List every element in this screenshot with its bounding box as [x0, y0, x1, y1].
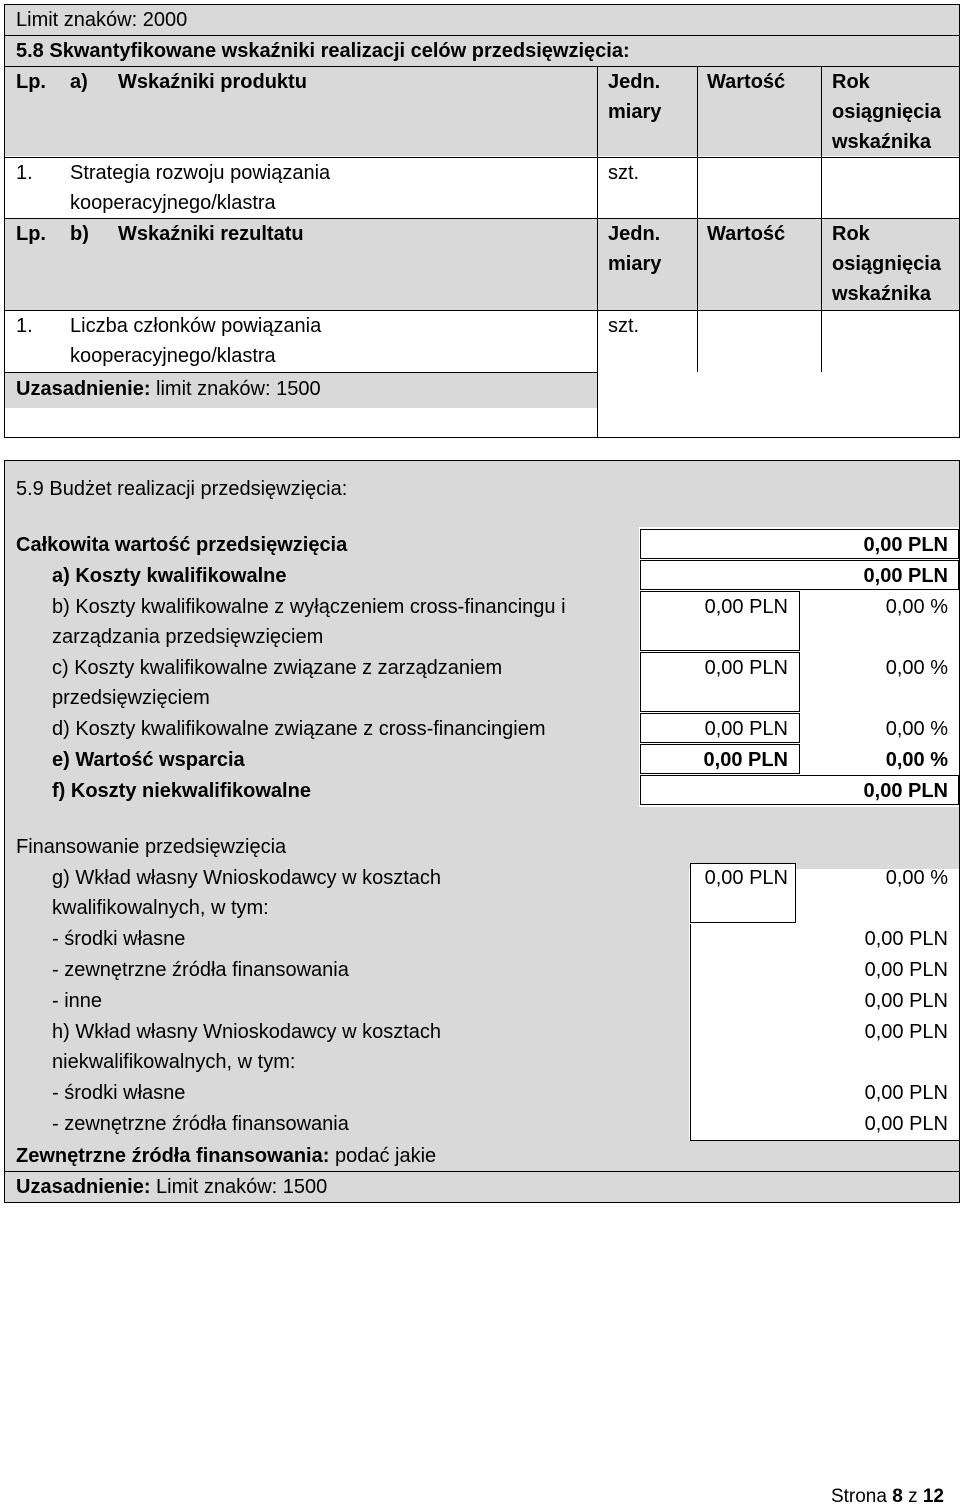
year-header: wskaźnika — [832, 131, 931, 153]
budget-justification — [16, 1172, 327, 1202]
product-letter: a) — [70, 71, 88, 93]
divider — [597, 372, 598, 438]
g2-label: - zewnętrzne źródła finansowania — [52, 959, 349, 981]
unit-header: miary — [608, 253, 662, 275]
external-sources — [16, 1141, 436, 1171]
result-value-field[interactable] — [699, 312, 819, 370]
page-number — [831, 1482, 944, 1512]
product-header: Wskaźniki produktu — [118, 71, 307, 93]
divider — [821, 66, 822, 372]
result-year-field[interactable] — [823, 312, 958, 370]
indicator-unit: szt. — [608, 162, 640, 184]
b-label: zarządzania przedsięwzięciem — [52, 626, 324, 648]
product-year-field[interactable] — [823, 159, 958, 217]
unit-header: Jedn. — [608, 223, 661, 245]
value-header: Wartość — [707, 223, 786, 245]
c-pct: 0,00 % — [885, 657, 948, 679]
e-label: e) Wartość wsparcia — [52, 749, 245, 771]
d-label: d) Koszty kwalifikowalne związane z cross-financingiem — [52, 718, 546, 740]
c-label: przedsięwzięciem — [52, 687, 210, 709]
total-value: 0,00 PLN — [863, 534, 948, 556]
justification-value: limit znaków: 1500 — [156, 378, 321, 400]
budget-justification-label: Uzasadnienie: — [16, 1176, 151, 1198]
justification — [16, 374, 321, 404]
h1-label: - środki własne — [52, 1082, 186, 1104]
f-label: f) Koszty niekwalifikowalne — [52, 780, 311, 802]
budget-justification-value: Limit znaków: 1500 — [156, 1176, 328, 1198]
e-value: 0,00 PLN — [703, 749, 788, 771]
g1-value: 0,00 PLN — [864, 928, 948, 950]
financing-title: Finansowanie przedsięwzięcia — [16, 836, 287, 858]
page-prefix: Strona — [830, 1486, 887, 1507]
row-lp: 1. — [16, 162, 33, 184]
total-label: Całkowita wartość przedsięwzięcia — [16, 534, 348, 556]
g-value: 0,00 PLN — [704, 867, 788, 889]
unit-header: miary — [608, 101, 662, 123]
h2-value: 0,00 PLN — [864, 1113, 948, 1135]
unit-header: Jedn. — [608, 71, 661, 93]
justification-field[interactable] — [6, 408, 596, 436]
divider — [597, 66, 598, 372]
indicator-unit: szt. — [608, 315, 640, 337]
indicator-name: kooperacyjnego/klastra — [70, 192, 276, 214]
page-of: z — [908, 1486, 918, 1507]
divider — [697, 66, 698, 372]
a-label: a) Koszty kwalifikowalne — [52, 565, 287, 587]
d-value: 0,00 PLN — [704, 718, 788, 740]
page-current: 8 — [892, 1486, 903, 1507]
b-pct: 0,00 % — [885, 596, 948, 618]
external-sources-value: podać jakie — [334, 1145, 437, 1167]
a-value: 0,00 PLN — [863, 565, 948, 587]
row-lp: 1. — [16, 315, 33, 337]
h2-label: - zewnętrzne źródła finansowania — [52, 1113, 349, 1135]
year-header: osiągnięcia — [832, 101, 941, 123]
e-pct: 0,00 % — [885, 749, 948, 771]
g3-label: - inne — [52, 990, 103, 1012]
h-value: 0,00 PLN — [864, 1021, 948, 1043]
g-label: g) Wkład własny Wnioskodawcy w kosztach — [52, 867, 442, 889]
g2-value: 0,00 PLN — [864, 959, 948, 981]
indicator-name: kooperacyjnego/klastra — [70, 345, 276, 367]
h1-value: 0,00 PLN — [864, 1082, 948, 1104]
g-label: kwalifikowalnych, w tym: — [52, 897, 269, 919]
value-header: Wartość — [707, 71, 786, 93]
section-title: 5.9 Budżet realizacji przedsięwzięcia: — [16, 478, 348, 500]
year-header: osiągnięcia — [832, 253, 941, 275]
result-letter: b) — [70, 223, 89, 245]
d-pct: 0,00 % — [885, 718, 948, 740]
year-header: Rok — [832, 71, 870, 93]
h-label: niekwalifikowalnych, w tym: — [52, 1051, 296, 1073]
b-value: 0,00 PLN — [704, 596, 788, 618]
b-label: b) Koszty kwalifikowalne z wyłączeniem cross-financingu i — [52, 596, 566, 618]
section-title: 5.8 Skwantyfikowane wskaźniki realizacji celów przedsięwzięcia: — [16, 40, 630, 62]
divider — [4, 372, 597, 373]
justification-label: Uzasadnienie: — [16, 378, 151, 400]
product-value-field[interactable] — [699, 159, 819, 217]
h-label: h) Wkład własny Wnioskodawcy w kosztach — [52, 1021, 442, 1043]
limit-label: Limit znaków: 2000 — [16, 9, 188, 31]
page-total: 12 — [922, 1486, 944, 1507]
g3-value: 0,00 PLN — [864, 990, 948, 1012]
c-value: 0,00 PLN — [704, 657, 788, 679]
result-header: Wskaźniki rezultatu — [118, 223, 304, 245]
f-value: 0,00 PLN — [863, 780, 948, 802]
indicator-name: Strategia rozwoju powiązania — [70, 162, 331, 184]
indicator-name: Liczba członków powiązania — [70, 315, 322, 337]
g1-label: - środki własne — [52, 928, 186, 950]
year-header: wskaźnika — [832, 283, 931, 305]
lp-header: Lp. — [16, 223, 46, 245]
c-label: c) Koszty kwalifikowalne związane z zarządzaniem — [52, 657, 503, 679]
divider — [690, 1140, 960, 1141]
year-header: Rok — [832, 223, 870, 245]
divider — [597, 157, 960, 158]
external-sources-label: Zewnętrzne źródła finansowania: — [16, 1145, 330, 1167]
g-pct: 0,00 % — [885, 867, 948, 889]
lp-header: Lp. — [16, 71, 46, 93]
